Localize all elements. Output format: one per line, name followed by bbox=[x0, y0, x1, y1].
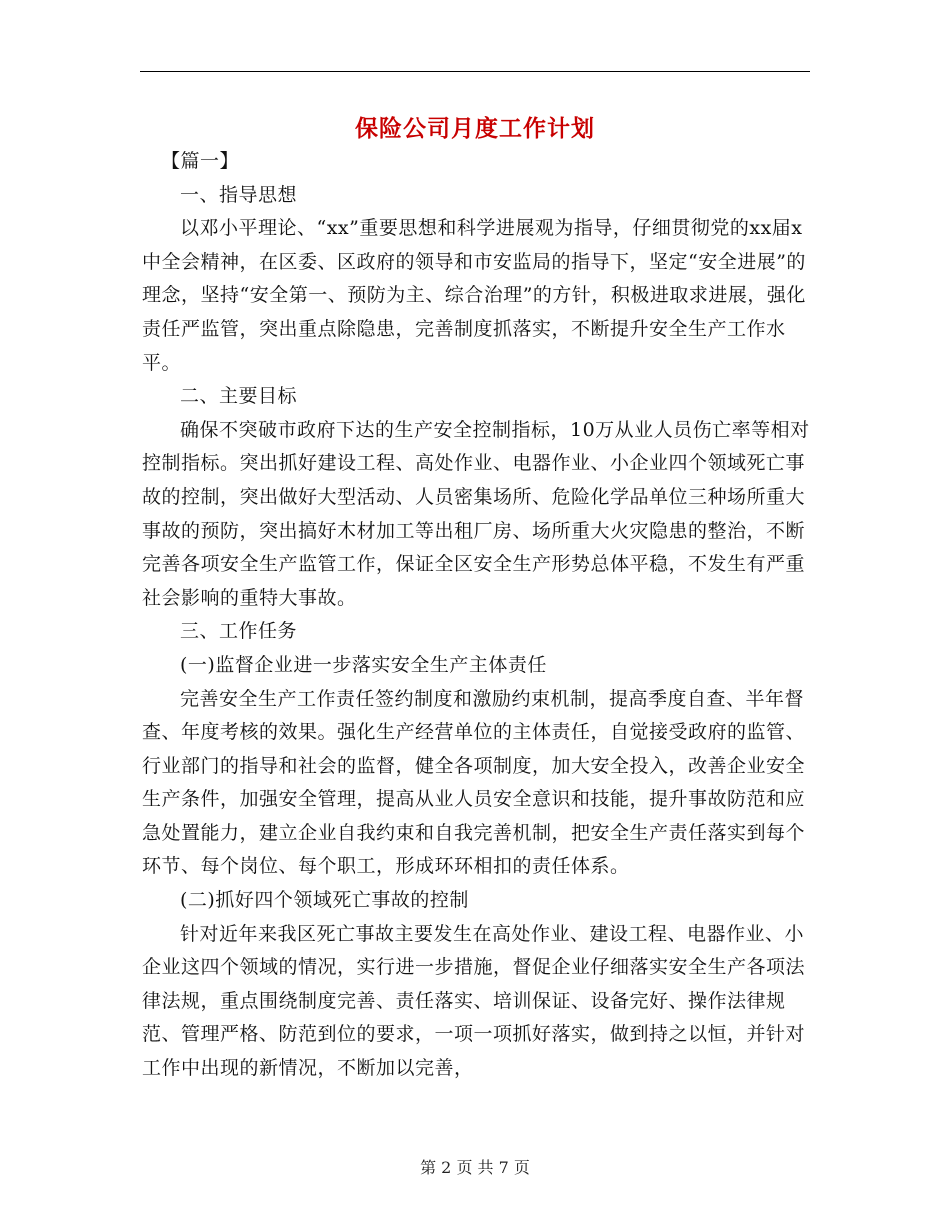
subheading-task-2: (二)抓好四个领域死亡事故的控制 bbox=[180, 889, 469, 912]
section-label: 【篇一】 bbox=[161, 150, 240, 172]
heading-work-tasks: 三、工作任务 bbox=[180, 620, 298, 643]
paragraph-task-1: 完善安全生产工作责任签约制度和激励约束机制，提高季度自查、半年督查、年度考核的效果。强化生产经营单位的主体责任，自觉接受政府的监管、行业部门的指导和社会的监督，健全各项制度，加大安全投入，改善企业安全生产条件，加强安全管理，提高从业人员安全意识和技能，提升事故防范和应急处置能力，建立企业自我约束和自我完善机制，把安全生产责任落实到每个环节、每个岗位、每个职工，形成环环相扣的责任体系。 bbox=[142, 687, 806, 878]
paragraph-guiding-ideology: 以邓小平理论、“xx”重要思想和科学进展观为指导，仔细贯彻党的xx届x中全会精神，在区委、区政府的领导和市安监局的指导下，坚定“安全进展”的理念，坚持“安全第一、预防为主、综合治理”的方针，积极进取求进展，强化责任严监管，突出重点除隐患，完善制度抓落实，不断提升安全生产工作水平。 bbox=[142, 217, 806, 374]
heading-main-goals: 二、主要目标 bbox=[180, 385, 298, 408]
paragraph-task-2: 针对近年来我区死亡事故主要发生在高处作业、建设工程、电器作业、小企业这四个领域的情况，实行进一步措施，督促企业仔细落实安全生产各项法律法规，重点围绕制度完善、责任落实、培训保证、设备完好、操作法律规范、管理严格、防范到位的要求，一项一项抓好落实，做到持之以恒，并针对工作中出现的新情况，不断加以完善， bbox=[142, 922, 806, 1080]
heading-guiding-ideology: 一、指导思想 bbox=[180, 183, 298, 206]
header-rule bbox=[140, 71, 810, 72]
subheading-task-1: (一)监督企业进一步落实安全生产主体责任 bbox=[180, 653, 547, 676]
page-indicator: 第 2 页 共 7 页 bbox=[420, 1158, 530, 1177]
document-title: 保险公司月度工作计划 bbox=[355, 115, 595, 142]
document-body bbox=[142, 145, 812, 1086]
paragraph-main-goals: 确保不突破市政府下达的生产安全控制指标，10万从业人员伤亡率等相对控制指标。突出抓好建设工程、高处作业、电器作业、小企业四个领域死亡事故的控制，突出做好大型活动、人员密集场所、危险化学品单位三种场所重大事故的预防，突出搞好木材加工等出租厂房、场所重大火灾隐患的整治，不断完善各项安全生产监管工作，保证全区安全生产形势总体平稳，不发生有严重社会影响的重特大事故。 bbox=[142, 418, 810, 609]
